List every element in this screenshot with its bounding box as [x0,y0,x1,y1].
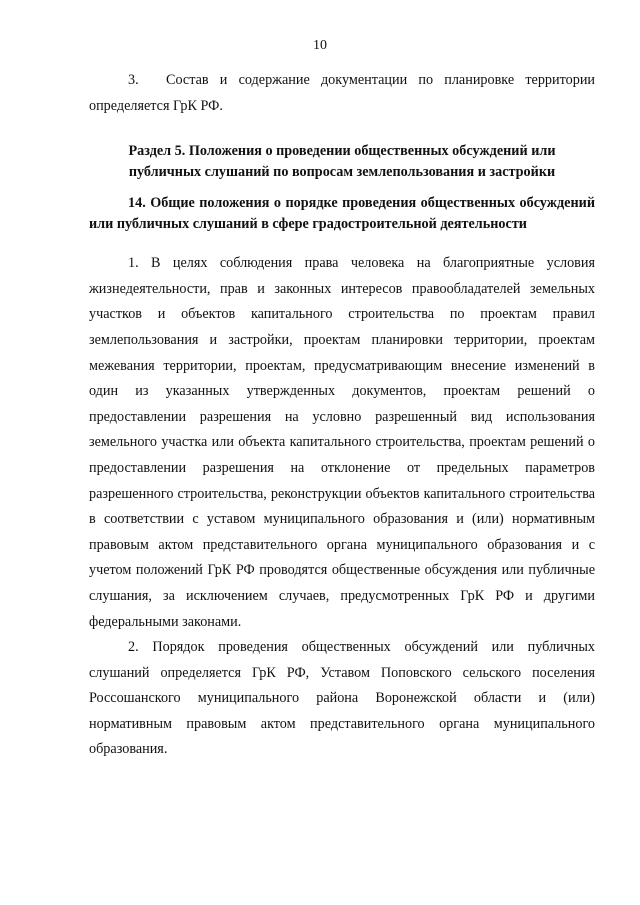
paragraph-3 [89,68,595,119]
paragraph-2: 2. Порядок проведения общественных обсуждений или публичных слушаний определяется ГрК РФ, Уставом Поповского сельского поселения Россошанского муниципального района Воронежской области и (или) нормативным правовым актом представительного органа муниципального образования. [89,639,595,758]
paragraph-1: 1. В целях соблюдения права человека на благоприятные условия жизнедеятельности, прав и законных интересов правообладателей земельных участков и объектов капитального строительства по проектам правил землепользования и застройки, проектам планировки территории, проектам межевания территории, проектам, предусматривающим внесение изменений в один из указанных утвержденных документов, проектам решений о предоставлении разрешения на условно разрешенный вид использования земельного участка или объекта капитального строительства, проектам решений о предоставлении разрешения на отклонение от предельных параметров разрешенного строительства, реконструкции объектов капитального строительства в соответствии с уставом муниципального образования и (или) нормативным правовым актом представительного органа муниципального образования и с учетом положений ГрК РФ проводятся общественные обсуждения или публичные слушания, за исключением случаев, предусмотренных ГрК РФ и другими федеральными законами. [89,255,595,630]
paragraph-3-text: Состав и содержание документации по планировке территории определяется ГрК РФ. [89,72,595,114]
paragraph-3-number: 3. [128,72,139,88]
section-heading-line-2: публичных слушаний по вопросам землепользования и застройки [128,164,556,181]
section-heading-line-1: Раздел 5. Положения о проведении общественных обсуждений или [128,143,556,160]
section-heading [89,141,595,183]
article-heading: 14. Общие положения о порядке проведения общественных обсуждений или публичных слушаний в сфере градостроительной деятельности [89,195,595,233]
page-number: 10 [313,38,327,53]
document-body [89,68,595,763]
